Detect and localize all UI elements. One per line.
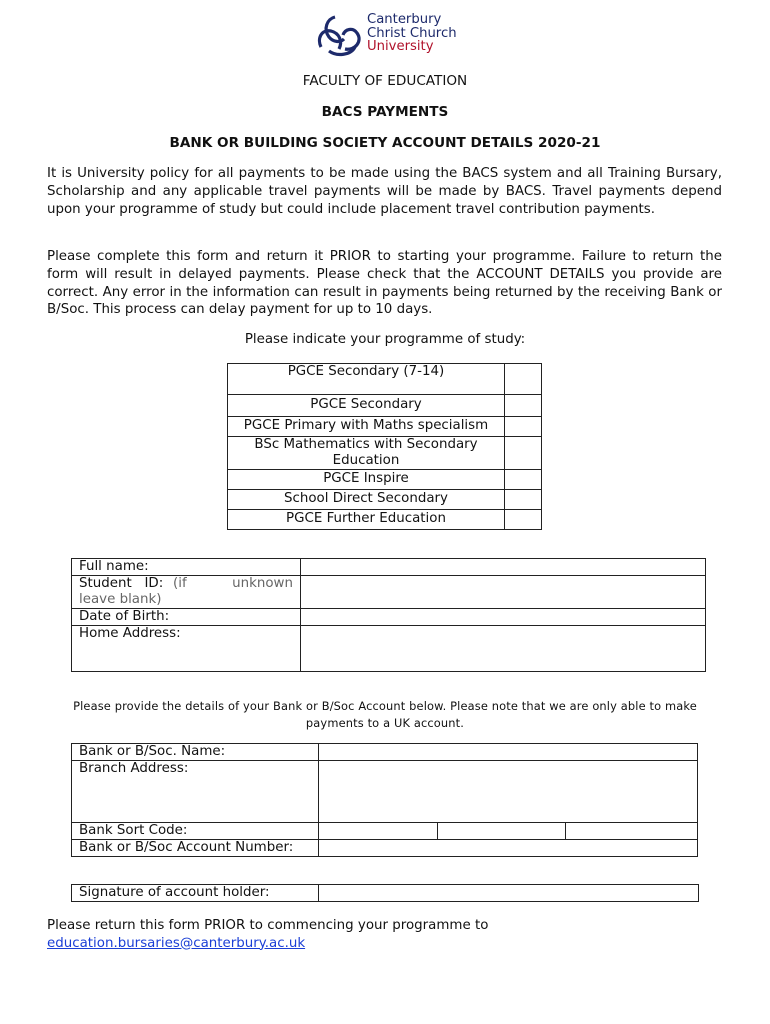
programme-table <box>227 363 542 530</box>
programme-option-label: PGCE Primary with Maths specialism <box>228 417 505 437</box>
programme-row <box>228 364 542 395</box>
branch-address-field[interactable] <box>319 761 698 823</box>
return-instructions <box>47 917 488 952</box>
programme-option-label: PGCE Further Education <box>228 510 505 530</box>
programme-option-label: PGCE Inspire <box>228 470 505 490</box>
email-link[interactable]: education.bursaries@canterbury.ac.uk <box>47 935 306 951</box>
programme-row <box>228 437 542 470</box>
full-name-label: Full name: <box>72 559 301 576</box>
return-text: Please return this form PRIOR to commencing your programme to <box>47 918 489 933</box>
account-number-label: Bank or B/Soc Account Number: <box>72 840 319 857</box>
programme-checkbox[interactable] <box>505 470 542 490</box>
student-id-label-cell <box>72 576 301 609</box>
sort-code-label: Bank Sort Code: <box>72 823 319 840</box>
form-subtitle: BANK OR BUILDING SOCIETY ACCOUNT DETAILS 2020-21 <box>169 135 601 151</box>
programme-prompt: Please indicate your programme of study: <box>244 332 526 347</box>
dob-field[interactable] <box>301 609 706 626</box>
sort-code-field-2[interactable] <box>438 823 566 840</box>
programme-option-label: School Direct Secondary <box>228 490 505 510</box>
instructions-paragraph: Please complete this form and return it PRIOR to starting your programme. Failure to return the form will result in delayed payments. Please check that the ACCOUNT DETAILS you provide are correct. Any error in the information can result in payments being returned by the receiving Bank or B/Soc. This process can delay payment for up to 10 days. <box>47 249 722 318</box>
student-id-field[interactable] <box>301 576 706 609</box>
personal-details-table <box>71 558 706 672</box>
signature-field[interactable] <box>319 885 699 902</box>
programme-row <box>228 395 542 417</box>
programme-checkbox[interactable] <box>505 510 542 530</box>
logo-wordmark <box>367 13 457 54</box>
programme-checkbox[interactable] <box>505 417 542 437</box>
programme-option-label: PGCE Secondary (7-14) <box>228 364 505 395</box>
programme-option-label: BSc Mathematics with Secondary Education <box>228 437 505 470</box>
faculty-heading: FACULTY OF EDUCATION <box>302 73 468 89</box>
dob-label: Date of Birth: <box>72 609 301 626</box>
programme-row <box>228 470 542 490</box>
bank-note: Please provide the details of your Bank or B/Soc Account below. Please note that we are only able to make payments to a UK account. <box>73 699 697 730</box>
bank-details-table <box>71 743 698 857</box>
home-address-label: Home Address: <box>72 626 301 672</box>
programme-checkbox[interactable] <box>505 364 542 395</box>
logo-line-2: Christ Church <box>367 25 457 41</box>
programme-option-label: PGCE Secondary <box>228 395 505 417</box>
account-number-field[interactable] <box>319 840 698 857</box>
bank-name-field[interactable] <box>319 744 698 761</box>
full-name-field[interactable] <box>301 559 706 576</box>
sort-code-field-3[interactable] <box>566 823 698 840</box>
programme-row <box>228 510 542 530</box>
programme-row <box>228 417 542 437</box>
bank-name-label: Bank or B/Soc. Name: <box>72 744 319 761</box>
sort-code-field-1[interactable] <box>319 823 438 840</box>
policy-paragraph: It is University policy for all payments to be made using the BACS system and all Training Bursary, Scholarship and any applicable travel payments will be made by BACS. Travel payments depend upon your programme of study but could include placement travel contribution payments. <box>47 166 722 217</box>
programme-checkbox[interactable] <box>505 437 542 470</box>
student-id-label: Student ID: <box>79 576 164 591</box>
programme-checkbox[interactable] <box>505 490 542 510</box>
signature-table <box>71 884 699 902</box>
home-address-field[interactable] <box>301 626 706 672</box>
programme-checkbox[interactable] <box>505 395 542 417</box>
logo-line-3: University <box>367 39 434 54</box>
form-title: BACS PAYMENTS <box>321 104 449 120</box>
branch-address-label: Branch Address: <box>72 761 319 823</box>
logo-line-1: Canterbury <box>367 12 442 27</box>
signature-label: Signature of account holder: <box>72 885 319 902</box>
programme-row <box>228 490 542 510</box>
student-id-hint: (if unknown leave blank) <box>79 576 298 607</box>
